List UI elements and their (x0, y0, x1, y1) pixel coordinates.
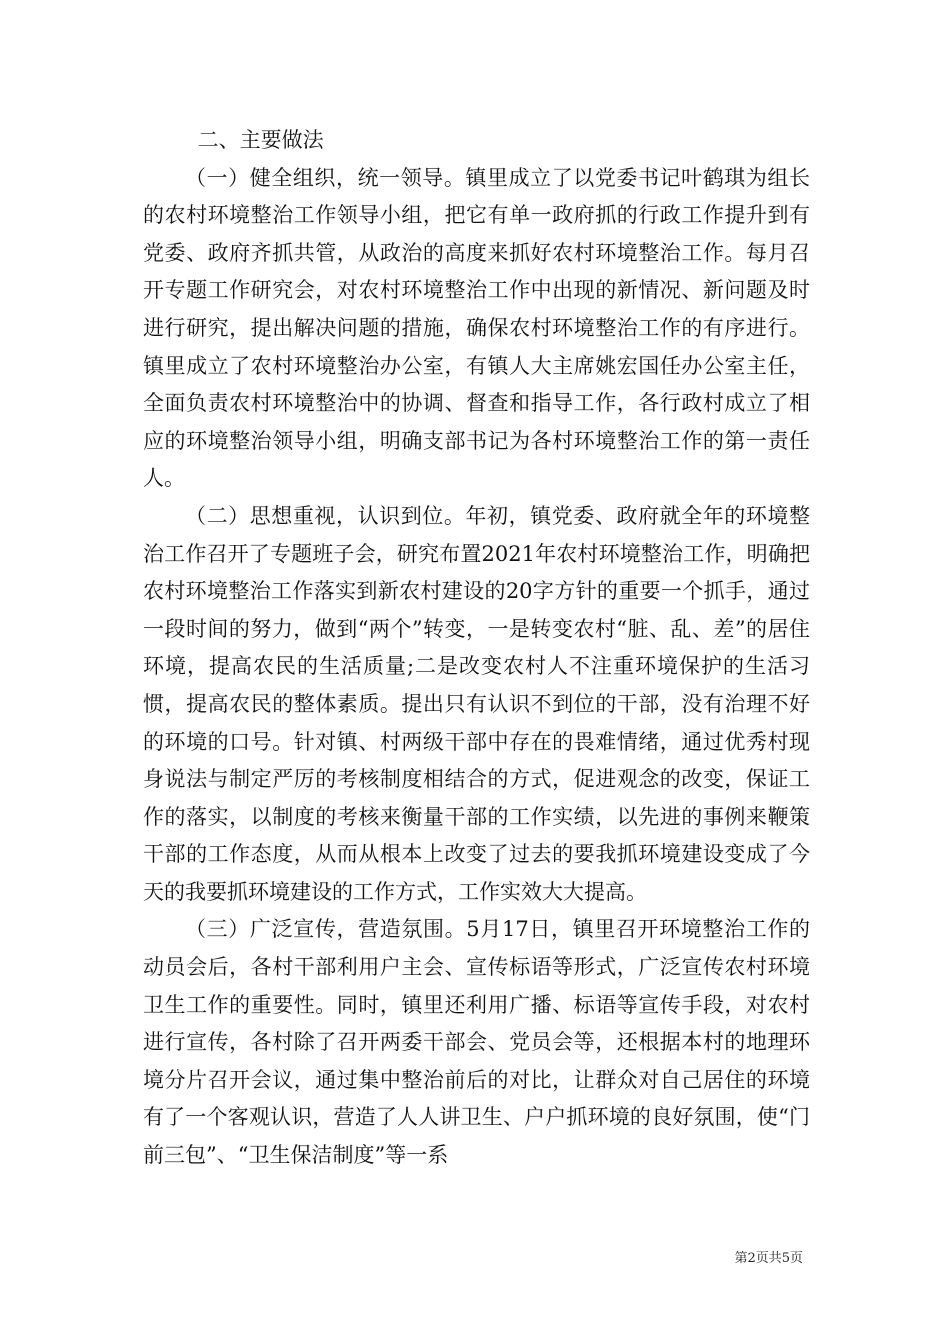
document-body (143, 122, 810, 1175)
paragraph-organization: （一）健全组织，统一领导。镇里成立了以党委书记叶鹤琪为组长的农村环境整治工作领导小组，把它有单一政府抓的行政工作提升到有党委、政府齐抓共管，从政治的高度来抓好农村环境整治工作。每月召开专题工作研究会，对农村环境整治工作中出现的新情况、新问题及时进行研究，提出解决问题的措施，确保农村环境整治工作的有序进行。镇里成立了农村环境整治办公室，有镇人大主席姚宏国任办公室主任，全面负责农村环境整治中的协调、督查和指导工作，各行政村成立了相应的环境整治领导小组，明确支部书记为各村环境整治工作的第一责任人。 (143, 165, 810, 491)
section-heading: 二、主要做法 (197, 128, 324, 152)
paragraph-awareness: （二）思想重视，认识到位。年初，镇党委、政府就全年的环境整治工作召开了专题班子会，研究布置2021年农村环境整治工作，明确把农村环境整治工作落实到新农村建设的20字方针的重要一个抓手，通过一段时间的努力，做到“两个”转变，一是转变农村“脏、乱、差”的居住环境，提高农民的生活质量;二是改变农村人不注重环境保护的生活习惯，提高农民的整体素质。提出只有认识不到位的干部，没有治理不好的环境的口号。针对镇、村两级干部中存在的畏难情绪，通过优秀村现身说法与制定严厉的考核制度相结合的方式，促进观念的改变，保证工作的落实，以制度的考核来衡量干部的工作实绩，以先进的事例来鞭策干部的工作态度，从而从根本上改变了过去的要我抓环境建设变成了今天的我要抓环境建设的工作方式，工作实效大大提高。 (143, 503, 810, 904)
paragraph-publicity: （三）广泛宣传，营造氛围。5月17日，镇里召开环境整治工作的动员会后，各村干部利用户主会、宣传标语等形式，广泛宣传农村环境卫生工作的重要性。同时，镇里还利用广播、标语等宣传手段，对农村进行宣传，各村除了召开两委干部会、党员会等，还根据本村的地理环境分片召开会议，通过集中整治前后的对比，让群众对自己居住的环境有了一个客观认识，营造了人人讲卫生、户户抓环境的良好氛围，使“门前三包”、“卫生保洁制度”等一系 (143, 917, 810, 1168)
page-number: 第2页共5页 (734, 1251, 803, 1266)
